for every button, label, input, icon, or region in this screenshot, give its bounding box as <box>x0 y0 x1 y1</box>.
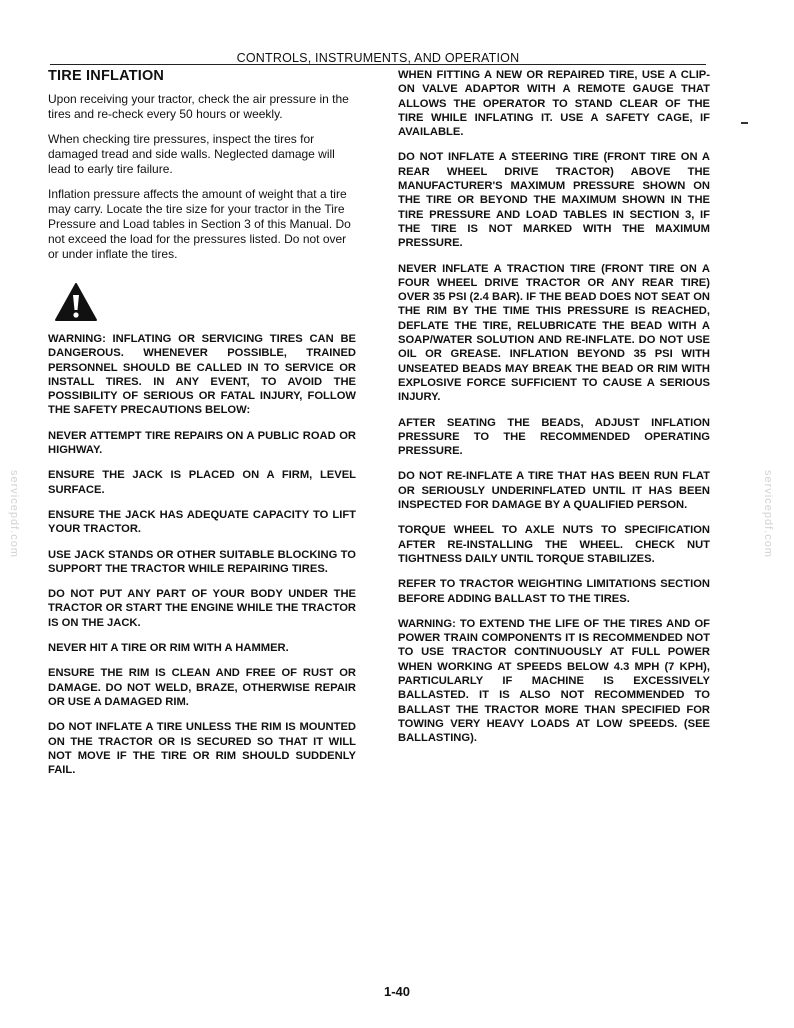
warning-triangle-icon <box>54 282 98 322</box>
warning-full-power: WARNING: TO EXTEND THE LIFE OF THE TIRES AND OF POWER TRAIN COMPONENTS IT IS RECOMMENDED NOT TO USE TRACTOR CONTINUOUSLY AT FULL POWER WHEN WORKING AT SPEEDS BELOW 4.3 MPH (7 KPH), PARTICULARLY IF MACHINE IS EXCESSIVELY BALLASTED. IT IS ALSO NOT RECOMMENDED TO BALLAST THE TRACTOR MORE THAN SPECIFIED FOR TOWING VERY HEAVY LOADS AT LOW SPEEDS. (SEE BALLASTING). <box>398 617 710 745</box>
watermark-right: servicepdf.com <box>762 470 774 558</box>
warning-weighting-limits: REFER TO TRACTOR WEIGHTING LIMITATIONS SECTION BEFORE ADDING BALLAST TO THE TIRES. <box>398 578 710 605</box>
right-column <box>398 68 710 756</box>
warning-valve-adaptor: WHEN FITTING A NEW OR REPAIRED TIRE, USE A CLIP-ON VALVE ADAPTOR WITH A REMOTE GAUGE THAT ALLOWS THE OPERATOR TO STAND CLEAR OF THE TIRE WHILE INFLATING IT. USE A SAFETY CAGE, IF AVAILABLE. <box>398 69 710 139</box>
left-column <box>48 68 356 788</box>
page-number: 1-40 <box>383 984 411 999</box>
warning-seating-beads: AFTER SEATING THE BEADS, ADJUST INFLATION PRESSURE TO THE RECOMMENDED OPERATING PRESSURE. <box>398 416 710 458</box>
header-title: CONTROLS, INSTRUMENTS, AND OPERATION <box>236 51 520 65</box>
paragraph-inspect-tires: When checking tire pressures, inspect the tires for damaged tread and side walls. Neglected damage will lead to early tire failure. <box>48 132 335 176</box>
warning-rim-clean: ENSURE THE RIM IS CLEAN AND FREE OF RUST OR DAMAGE. DO NOT WELD, BRAZE, OTHERWISE REPAIR OR USE A DAMAGED RIM. <box>48 667 356 708</box>
page-header <box>50 48 706 65</box>
watermark-left: servicepdf.com <box>8 470 20 558</box>
warning-torque-nuts: TORQUE WHEEL TO AXLE NUTS TO SPECIFICATION AFTER RE-INSTALLING THE WHEEL. CHECK NUT TIGHTNESS DAILY UNTIL TORQUE STABILIZES. <box>398 524 710 565</box>
paragraph-check-pressure: Upon receiving your tractor, check the air pressure in the tires and re-check every 50 hours or weekly. <box>48 92 349 121</box>
warning-run-flat: DO NOT RE-INFLATE A TIRE THAT HAS BEEN RUN FLAT OR SERIOUSLY UNDERINFLATED UNTIL IT HAS BEEN INSPECTED FOR DAMAGE BY A QUALIFIED PERSON. <box>398 470 710 512</box>
warning-steering-tire: DO NOT INFLATE A STEERING TIRE (FRONT TIRE ON A REAR WHEEL DRIVE TRACTOR) ABOVE THE MANUFACTURER'S MAXIMUM PRESSURE SHOWN ON THE TIRE OR BEYOND THE MAXIMUM SHOWN IN THE TIRE PRESSURE AND LOAD TABLES IN SECTION 3, IF THE TIRE IS NOT MARKED WITH THE MAXIMUM PRESSURE. <box>398 151 710 250</box>
warning-traction-tire: NEVER INFLATE A TRACTION TIRE (FRONT TIRE ON A FOUR WHEEL DRIVE TRACTOR OR ANY REAR TIRE) OVER 35 PSI (2.4 BAR). IF THE BEAD DOES NOT SEAT ON THE RIM BY THE TIME THIS PRESSURE IS REACHED, DEFLATE THE TIRE, RELUBRICATE THE BEAD WITH A SOAP/WATER SOLUTION AND RE-INFLATE. DO NOT USE OIL OR GREASE. INFLATION BEYOND 35 PSI WITH UNSEATED BEADS MAY BREAK THE BEAD OR RIM WITH EXPLOSIVE FORCE SUFFICIENT TO CAUSE A SERIOUS INJURY. <box>398 262 710 404</box>
warning-hammer: NEVER HIT A TIRE OR RIM WITH A HAMMER. <box>48 642 289 655</box>
margin-mark <box>741 122 748 124</box>
warning-jack-surface: ENSURE THE JACK IS PLACED ON A FIRM, LEVEL SURFACE. <box>48 469 356 496</box>
warning-body-under-tractor: DO NOT PUT ANY PART OF YOUR BODY UNDER THE TRACTOR OR START THE ENGINE WHILE THE TRACTOR IS ON THE JACK. <box>48 588 356 629</box>
warning-jack-stands: USE JACK STANDS OR OTHER SUITABLE BLOCKING TO SUPPORT THE TRACTOR WHILE REPAIRING TIRES. <box>48 548 356 575</box>
paragraph-inflation-weight: Inflation pressure affects the amount of weight that a tire may carry. Locate the tire size for your tractor in the Tire Pressure and Load tables in Section 3 of this Manual. Do not exceed the load for the pressures listed. Do not over or under inflate the tires. <box>48 187 351 261</box>
warning-dangerous: WARNING: INFLATING OR SERVICING TIRES CAN BE DANGEROUS. WHENEVER POSSIBLE, TRAINED PERSONNEL SHOULD BE CALLED IN TO SERVICE OR INSTALL TIRES. IN ANY EVENT, TO AVOID THE POSSIBILITY OF SERIOUS OR FATAL INJURY, FOLLOW THE SAFETY PRECAUTIONS BELOW: <box>48 333 356 417</box>
warning-public-road: NEVER ATTEMPT TIRE REPAIRS ON A PUBLIC ROAD OR HIGHWAY. <box>48 429 356 457</box>
section-title: TIRE INFLATION <box>48 68 165 84</box>
warning-jack-capacity: ENSURE THE JACK HAS ADEQUATE CAPACITY TO LIFT YOUR TRACTOR. <box>48 508 356 536</box>
warning-rim-mounted: DO NOT INFLATE A TIRE UNLESS THE RIM IS MOUNTED ON THE TRACTOR OR IS SECURED SO THAT IT WILL NOT MOVE IF THE TIRE OR RIM SHOULD SUDDENLY FAIL. <box>48 721 356 777</box>
